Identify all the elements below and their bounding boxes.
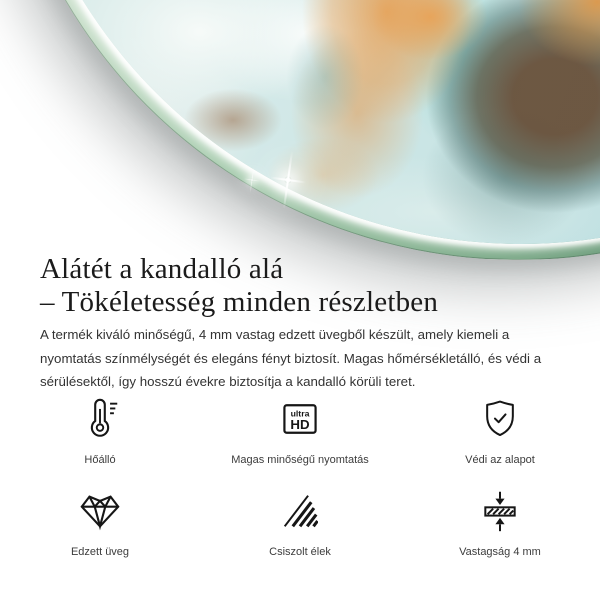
feature-tempered-glass	[0, 488, 200, 558]
feature-label: Csiszolt élek	[269, 546, 331, 558]
page-title	[40, 253, 580, 319]
feature-protects-base	[400, 396, 600, 466]
feature-thickness	[400, 488, 600, 558]
feature-label: Hőálló	[84, 454, 116, 466]
product-description: A termék kiváló minőségű, 4 mm vastag edzett üvegből készült, amely kiemeli a nyomtatás színmélységét és elegáns fényt biztosít. Magas hőmérsékletálló, és védi a sérülésektől, így hosszú évekre biztosítja a kandalló körüli teret.	[40, 327, 542, 390]
sparkle-highlight-icon	[250, 178, 254, 182]
feature-label: Védi az alapot	[465, 454, 535, 466]
feature-grid	[0, 396, 600, 558]
page-title-line2: – Tökéletesség minden részletben	[40, 286, 439, 319]
feature-label: Magas minőségű nyomtatás	[231, 454, 369, 466]
feature-label: Edzett üveg	[70, 546, 130, 558]
page-title-line1: Alátét a kandalló alá	[40, 253, 284, 286]
feature-polished-edges	[200, 488, 400, 558]
polished-edge-icon	[282, 493, 318, 529]
thickness-4mm-icon	[478, 489, 522, 533]
feature-ultra-hd-print	[200, 396, 400, 466]
feature-label: Vastagság 4 mm	[459, 546, 541, 558]
shield-check-icon	[478, 396, 522, 442]
sparkle-highlight-icon	[284, 176, 292, 184]
feature-heat-resistant	[0, 396, 200, 466]
thermometer-icon	[79, 396, 121, 442]
ultra-hd-icon	[278, 397, 322, 441]
diamond-icon	[77, 491, 123, 531]
svg-text:HD: HD	[290, 417, 310, 433]
svg-text:ultra: ultra	[290, 408, 310, 419]
